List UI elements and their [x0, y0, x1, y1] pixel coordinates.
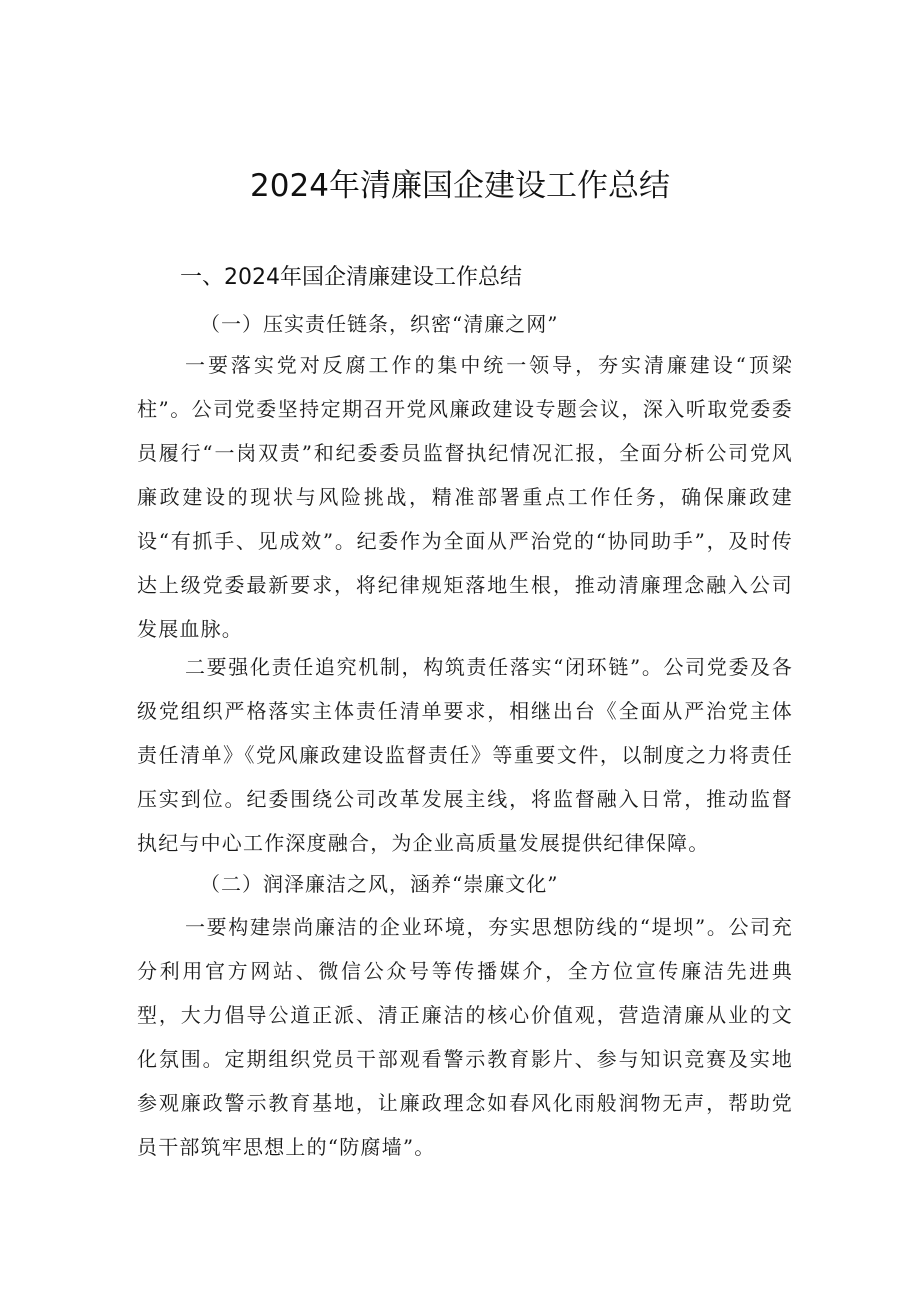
paragraph-1: 一要落实党对反腐工作的集中统一领导，夯实清廉建设“顶梁柱”。公司党委坚持定期召开党风廉政建设专题会议，深入听取党委委员履行“一岗双责”和纪委委员监督执纪情况汇报，全面分析公司党风廉政建设的现状与风险挑战，精准部署重点工作任务，确保廉政建设“有抓手、见成效”。纪委作为全面从严治党的“协同助手”，及时传达上级党委最新要求，将纪律规矩落地生根，推动清廉理念融入公司发展血脉。 — [137, 353, 793, 641]
paragraph-2: 二要强化责任追究机制，构筑责任落实“闭环链”。公司党委及各级党组织严格落实主体责任清单要求，相继出台《全面从严治党主体责任清单》《党风廉政建设监督责任》等重要文件，以制度之力将责任压实到位。纪委围绕公司改革发展主线，将监督融入日常，推动监督执纪与中心工作深度融合，为企业高质量发展提供纪律保障。 — [137, 655, 793, 855]
subheading-1: （一）压实责任链条，织密“清廉之网” — [200, 312, 559, 336]
section-heading-1: 一、2024年国企清廉建设工作总结 — [180, 265, 522, 290]
subheading-2: （二）润泽廉洁之风，涵养“崇廉文化” — [200, 872, 559, 896]
paragraph-3: 一要构建崇尚廉洁的企业环境，夯实思想防线的“堤坝”。公司充分利用官方网站、微信公众号等传播媒介，全方位宣传廉洁先进典型，大力倡导公道正派、清正廉洁的核心价值观，营造清廉从业的文化氛围。定期组织党员干部观看警示教育影片、参与知识竞赛及实地参观廉政警示教育基地，让廉政理念如春风化雨般润物无声，帮助党员干部筑牢思想上的“防腐墙”。 — [137, 915, 793, 1159]
document-title: 2024年清廉国企建设工作总结 — [250, 168, 670, 204]
